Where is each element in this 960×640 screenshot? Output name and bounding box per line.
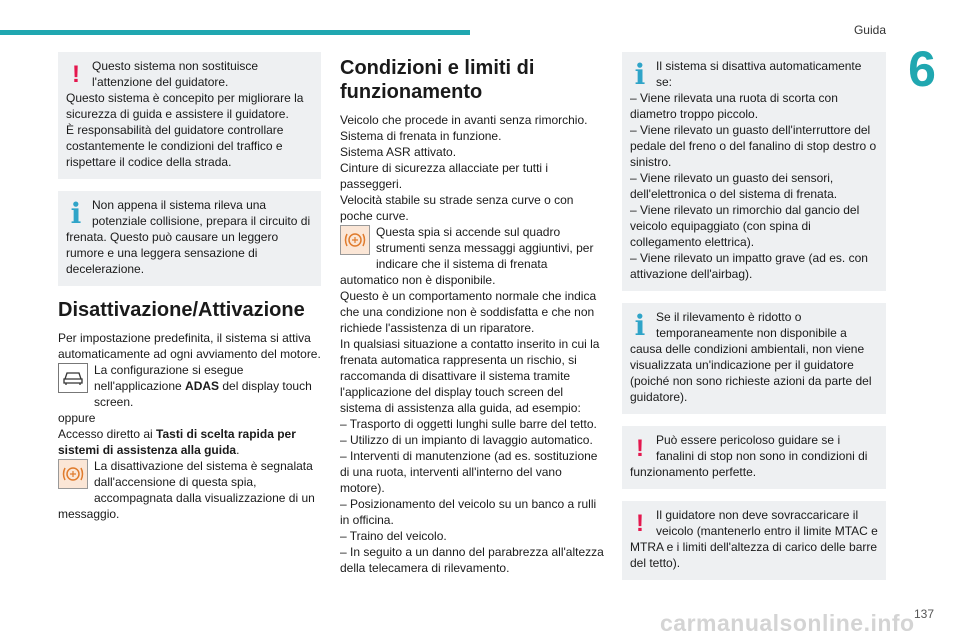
info-text: Se il rilevamento è ridotto o temporaneamente non disponibile a causa delle condizioni ambientali, non viene visualizzata un'indicazione per il guidatore (poiché non sono richieste azioni da parte del guidatore). <box>630 310 872 404</box>
paragraph: Sistema di frenata in funzione. <box>340 129 502 143</box>
list-item: – Viene rilevato un guasto dei sensori, dell'elettronica o del sistema di frenata. <box>630 171 838 201</box>
warning-box <box>622 426 886 489</box>
exclamation-icon: ! <box>636 435 644 462</box>
list-item: – Traino del veicolo. <box>340 529 447 543</box>
section-heading: Condizioni e limiti di funzionamento <box>340 57 535 103</box>
column-2 <box>340 52 605 576</box>
brake-warning-lamp-icon <box>58 459 88 489</box>
info-icon: i <box>70 197 82 230</box>
brake-warning-lamp-icon <box>340 225 370 255</box>
body-text <box>58 330 321 522</box>
watermark: carmanualsonline.info <box>660 610 915 636</box>
column-3 <box>622 52 886 592</box>
exclamation-icon: ! <box>636 510 644 537</box>
info-text: Il sistema si disattiva automaticamente se: <box>656 59 862 89</box>
info-box <box>622 52 886 291</box>
list-item: – Posizionamento del veicolo su un banco a rulli in officina. <box>340 497 597 527</box>
warning-box <box>58 52 321 179</box>
warning-text: Questo sistema non sostituisce l'attenzione del guidatore. <box>92 59 259 89</box>
list-item: – Viene rilevato un guasto dell'interruttore del pedale del freno o del fanalino di stop destro o sinistro. <box>630 123 877 169</box>
list-item: – Viene rilevato un rimorchio dal gancio del veicolo equipaggiato (con spina di collegamento elettrica). <box>630 203 860 249</box>
paragraph: Per impostazione predefinita, il sistema si attiva automaticamente ad ogni avviamento del motore. <box>58 331 321 361</box>
shortcut-name: Tasti di scelta rapida per sistemi di assistenza alla guida <box>58 427 296 457</box>
car-icon <box>58 363 88 393</box>
info-icon: i <box>634 309 646 342</box>
exclamation-icon: ! <box>72 61 80 88</box>
paragraph: In qualsiasi situazione a contatto inserito in cui la frenata automatica rappresenta un rischio, si raccomanda di disattivare il sistema tramite l'applicazione del display touch screen del sistema di assistenza alla guida, ad esempio: <box>340 337 600 415</box>
info-icon: i <box>634 58 646 91</box>
paragraph: Questa spia si accende sul quadro strumenti senza messaggi aggiuntivi, per indicare che il sistema di frenata automatico non è disponibile. <box>340 225 594 287</box>
body-text <box>340 112 605 576</box>
list-item: – Viene rilevato un impatto grave (ad es. con attivazione dell'airbag). <box>630 251 868 281</box>
list-item: – In seguito a un danno del parabrezza all'altezza della telecamera di rilevamento. <box>340 545 604 575</box>
section-heading: Disattivazione/Attivazione <box>58 299 305 321</box>
paragraph: La disattivazione del sistema è segnalata dall'accensione di questa spia, accompagnata dalla visualizzazione di un messaggio. <box>58 459 315 521</box>
list-item: – Viene rilevata una ruota di scorta con diametro troppo piccolo. <box>630 91 838 121</box>
icon-paragraph <box>340 224 605 288</box>
warning-text: Questo sistema è concepito per migliorare la sicurezza di guida e assistere il guidatore. <box>66 91 304 121</box>
paragraph: Sistema ASR attivato. <box>340 145 457 159</box>
paragraph: . <box>236 443 240 457</box>
paragraph: La configurazione si esegue nell'applicazione <box>94 363 244 393</box>
app-name: ADAS <box>185 379 220 393</box>
list-item: – Utilizzo di un impianto di lavaggio automatico. <box>340 433 593 447</box>
header-accent-bar <box>0 30 470 35</box>
page-number: 137 <box>913 607 934 621</box>
warning-text: È responsabilità del guidatore controllare costantemente le condizioni del traffico e rispettare il codice della strada. <box>66 123 284 169</box>
paragraph: Velocità stabile su strade senza curve o con poche curve. <box>340 193 574 223</box>
paragraph: Cinture di sicurezza allacciate per tutti i passeggeri. <box>340 161 549 191</box>
warning-box <box>622 501 886 580</box>
warning-text: Il guidatore non deve sovraccaricare il veicolo (mantenerlo entro il limite MTAC e MTRA e i limiti dell'altezza di carico delle barre del tetto). <box>630 508 878 570</box>
icon-paragraph <box>58 458 321 522</box>
section-title: Guida <box>853 23 886 37</box>
paragraph: Accesso diretto ai <box>58 427 157 441</box>
warning-text: Può essere pericoloso guidare se i fanalini di stop non sono in condizioni di funzionamento perfette. <box>630 433 868 479</box>
list-item: – Interventi di manutenzione (ad es. sostituzione di una ruota, interventi all'interno del vano motore). <box>340 449 598 495</box>
paragraph: Questo è un comportamento normale che indica che una condizione non è soddisfatta e che non richiede l'assistenza di un riparatore. <box>340 289 597 335</box>
icon-paragraph <box>58 362 321 410</box>
column-1 <box>58 52 321 522</box>
paragraph: del display touch screen. <box>94 379 312 409</box>
list-item: – Trasporto di oggetti lunghi sulle barre del tetto. <box>340 417 597 431</box>
paragraph: oppure <box>58 411 96 425</box>
info-text: Non appena il sistema rileva una potenziale collisione, prepara il circuito di frenata. Questo può causare un leggero rumore e una leggera sensazione di decelerazione. <box>66 198 311 276</box>
info-box <box>58 191 321 286</box>
chapter-number: 6 <box>908 41 936 97</box>
paragraph: Veicolo che procede in avanti senza rimorchio. <box>340 113 588 127</box>
info-box <box>622 303 886 414</box>
